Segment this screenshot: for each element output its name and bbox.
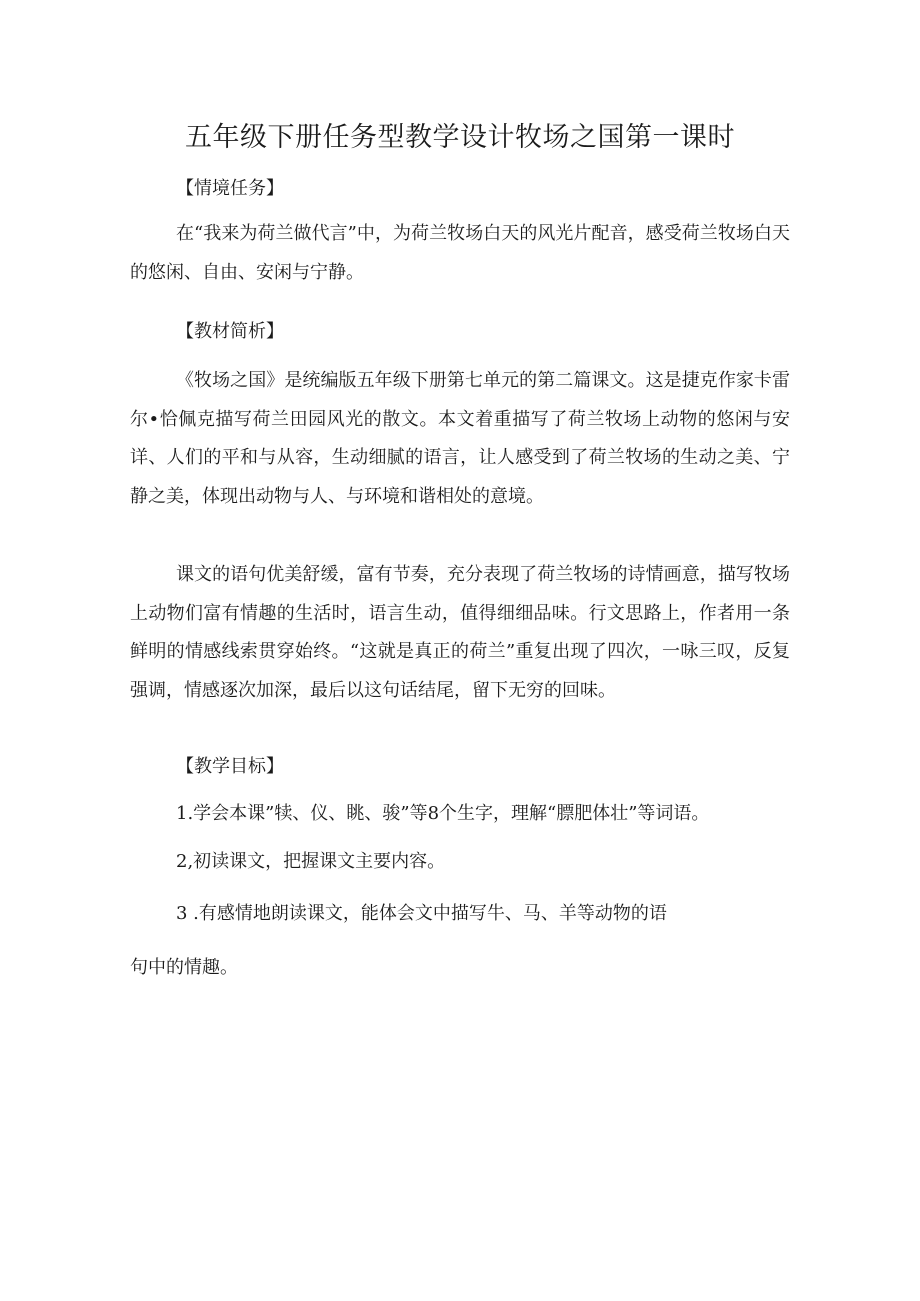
analysis-paragraph-2: 课文的语句优美舒缓，富有节奏，充分表现了荷兰牧场的诗情画意，描写牧场上动物们富有情趣的生活时，语言生动，值得细细品味。行文思路上，作者用一条鲜明的情感线索贯穿始终。“这就是真正的荷兰”重复出现了四次，一咏三叹，反复强调，情感逐次加深，最后以这句话结尾，留下无穷的回味。: [130, 564, 790, 701]
goal-item-2: 2,初读课文，把握课文主要内容。: [176, 851, 446, 872]
task-paragraph: 在“我来为荷兰做代言”中，为荷兰牧场白天的风光片配音，感受荷兰牧场白天的悠闲、自由、安闲与宁静。: [130, 223, 790, 283]
goal-item-3-continued: 句中的情趣。: [130, 957, 238, 978]
section-heading-analysis: 【教材简析】: [176, 321, 284, 342]
goal-item-1: 1.学会本课”犊、仪、眺、骏”等8个生字，理解“膘肥体壮”等词语。: [176, 803, 710, 824]
section-heading-task: 【情境任务】: [176, 178, 284, 199]
analysis-paragraph-1: 《牧场之国》是统编版五年级下册第七单元的第二篇课文。这是捷克作家卡雷尔•恰佩克描写荷兰田园风光的散文。本文着重描写了荷兰牧场上动物的悠闲与安详、人们的平和与从容，生动细腻的语言，让人感受到了荷兰牧场的生动之美、宁静之美，体现出动物与人、与环境和谐相处的意境。: [130, 370, 790, 507]
goal-item-3: 3 .有感情地朗读课文，能体会文中描写牛、马、羊等动物的语: [176, 903, 667, 924]
section-heading-goals: 【教学目标】: [176, 756, 284, 777]
document-title: 五年级下册任务型教学设计牧场之国第一课时: [185, 122, 735, 153]
